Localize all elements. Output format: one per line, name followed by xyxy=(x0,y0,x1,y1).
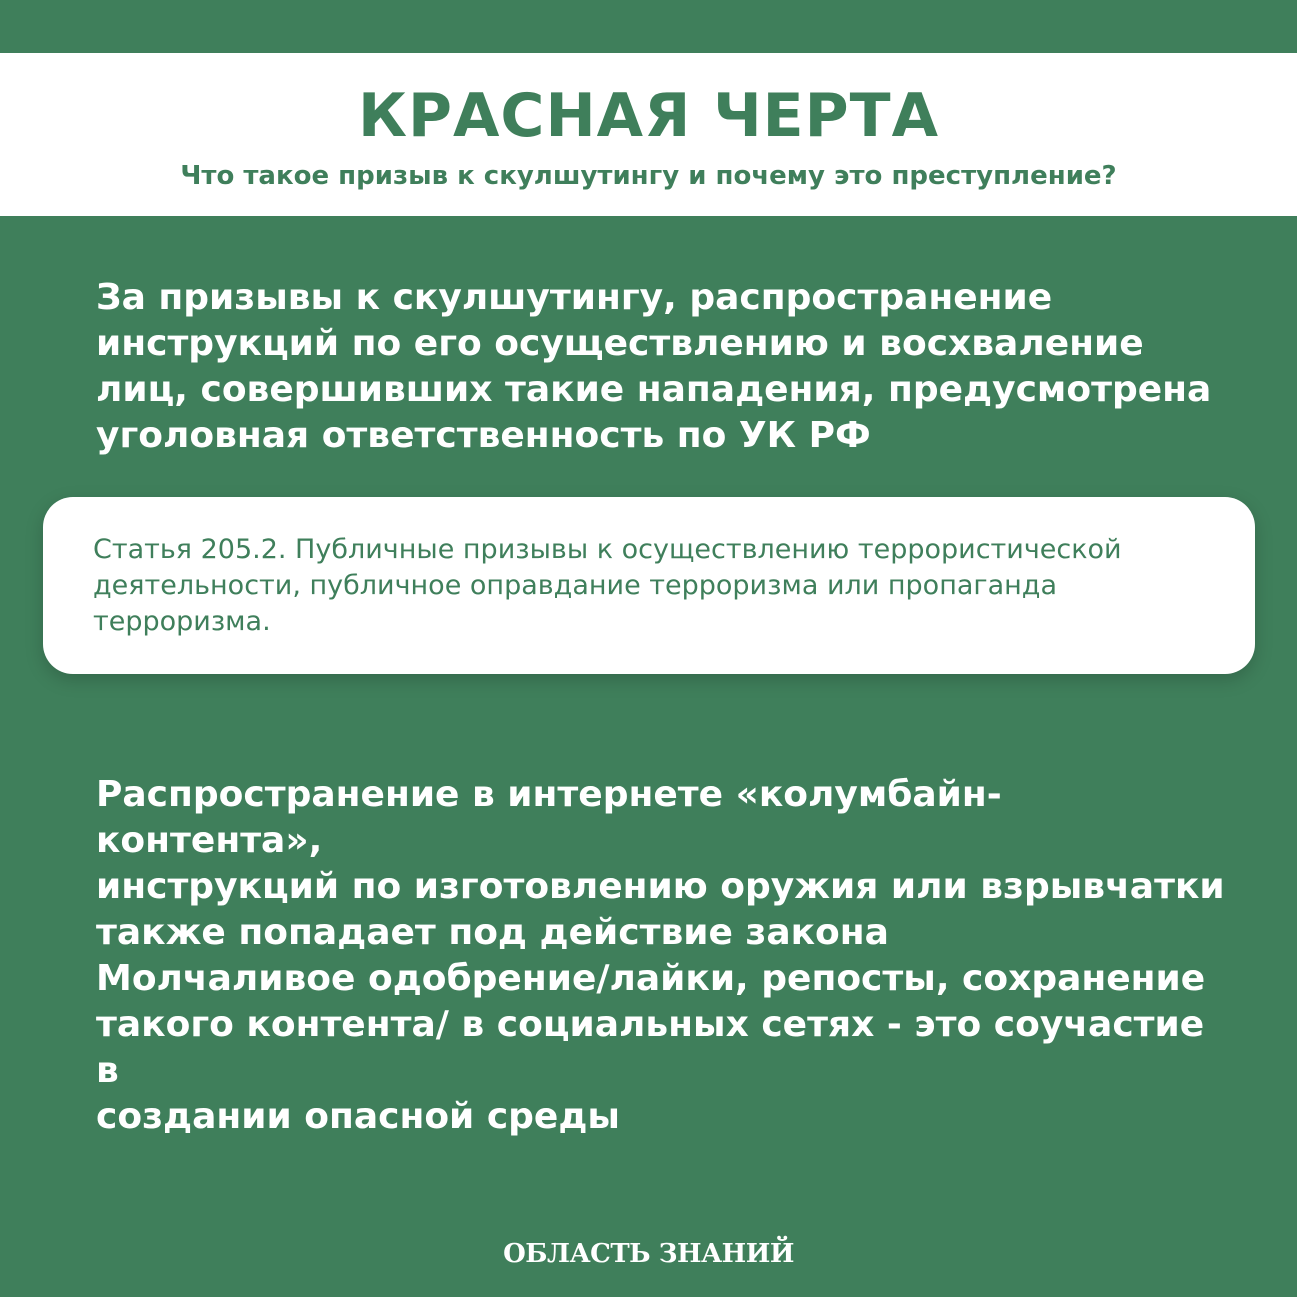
header-banner xyxy=(0,53,1297,216)
law-article-card xyxy=(43,497,1255,674)
brand-logo: ОБЛАСТЬ ЗНАНИЙ xyxy=(503,1239,794,1269)
law-article-text: Статья 205.2. Публичные призывы к осуществлению террористической деятельности, публичное оправдание терроризма или пропаганда терроризма. xyxy=(93,534,1122,637)
page-subtitle: Что такое призыв к скулшутингу и почему это преступление? xyxy=(180,161,1117,191)
page-title: КРАСНАЯ ЧЕРТА xyxy=(357,81,940,151)
paragraph-complicity: Молчаливое одобрение/лайки, репосты, сохранение такого контента/ в социальных сетях - это соучастие в создании опасной среды xyxy=(96,958,1206,1137)
paragraph-content-distribution: Распространение в интернете «колумбайн-контента», инструкций по изготовлению оружия или взрывчатки также попадает под действие закона xyxy=(96,774,1225,953)
paragraph-criminal-liability: За призывы к скулшутингу, распространение инструкций по его осуществлению и восхваление лиц, совершивших такие нападения, предусмотрена уголовная ответственность по УК РФ xyxy=(96,277,1212,456)
